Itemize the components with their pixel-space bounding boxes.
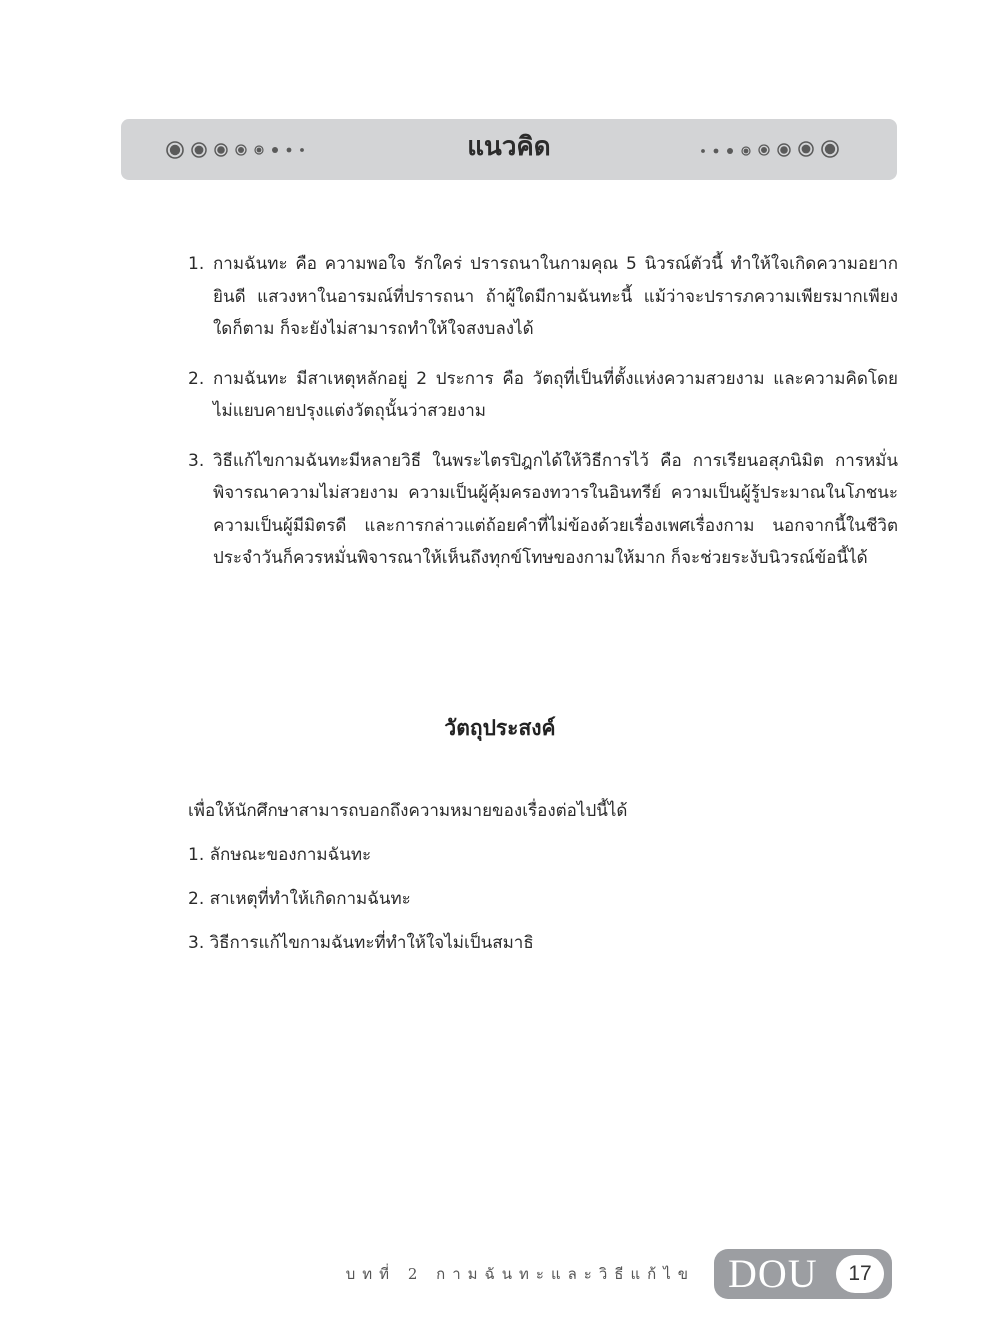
decorative-dots-right xyxy=(689,137,849,161)
concept-item-number: 2. xyxy=(188,368,205,389)
concept-item xyxy=(188,363,898,428)
concept-item-number: 3. xyxy=(188,450,205,471)
concept-item-number: 1. xyxy=(188,254,205,274)
footer-chapter-title: บทที่ 2 กามฉันทะและวิธีแก้ไข xyxy=(345,1265,695,1283)
dou-logo: DOU xyxy=(728,1251,818,1296)
objectives-intro: เพื่อให้นักศึกษาสามารถบอกถึงความหมายของเรื่องต่อไปนี้ได้ xyxy=(188,801,628,821)
concept-item-text: วิธีแก้ไขกามฉันทะมีหลายวิธี ในพระไตรปิฎกได้ให้วิธีการไว้ คือ การเรียนอสุภนิมิต การหมั่นพิจารณาความไม่สวยงาม ความเป็นผู้คุ้มครองทวารในอินทรีย์ ความเป็นผู้รู้ประมาณในโภชนะ ความเป็นผู้มีมิตรดี และการกล่าวแต่ถ้อยคำที่ไม่ข้องด้วยเรื่องเพศเรื่องกาม นอกจากนี้ในชีวิตประจำวันก็ควรหมั่นพิจารณาให้เห็นถึงทุกข์โทษของกามให้มาก ก็จะช่วยระงับนิวรณ์ข้อนี้ได้ xyxy=(213,450,898,568)
page-number: 17 xyxy=(836,1255,884,1293)
objectives-list xyxy=(188,840,898,958)
concept-header-bar xyxy=(121,119,897,180)
concept-list xyxy=(188,248,898,592)
concept-item xyxy=(188,445,898,575)
concept-item-text: กามฉันทะ มีสาเหตุหลักอยู่ 2 ประการ คือ วัตถุที่เป็นที่ตั้งแห่งความสวยงาม และความคิดโดยไม่แยบคายปรุงแต่งวัตถุนั้นว่าสวยงาม xyxy=(213,368,898,421)
concept-item-text: กามฉันทะ คือ ความพอใจ รักใคร่ ปรารถนาในกามคุณ 5 นิวรณ์ตัวนี้ ทำให้ใจเกิดความอยากยินดี แสวงหาในอารมณ์ที่ปรารถนา ถ้าผู้ใดมีกามฉันทะนี้ แม้ว่าจะปรารภความเพียรมากเพียงใดก็ตาม ก็จะยังไม่สามารถทำให้ใจสงบลงได้ xyxy=(213,254,898,339)
objectives-section xyxy=(188,796,898,972)
objective-item: 2. สาเหตุที่ทำให้เกิดกามฉันทะ xyxy=(188,889,411,909)
objective-item: 1. ลักษณะของกามฉันทะ xyxy=(188,845,372,865)
concept-item xyxy=(188,248,898,346)
objective-item: 3. วิธีการแก้ไขกามฉันทะที่ทำให้ใจไม่เป็นสมาธิ xyxy=(188,933,534,953)
concept-title: แนวคิด xyxy=(467,132,551,162)
objectives-title: วัตถุประสงค์ xyxy=(444,716,556,740)
footer-badge xyxy=(714,1249,892,1299)
